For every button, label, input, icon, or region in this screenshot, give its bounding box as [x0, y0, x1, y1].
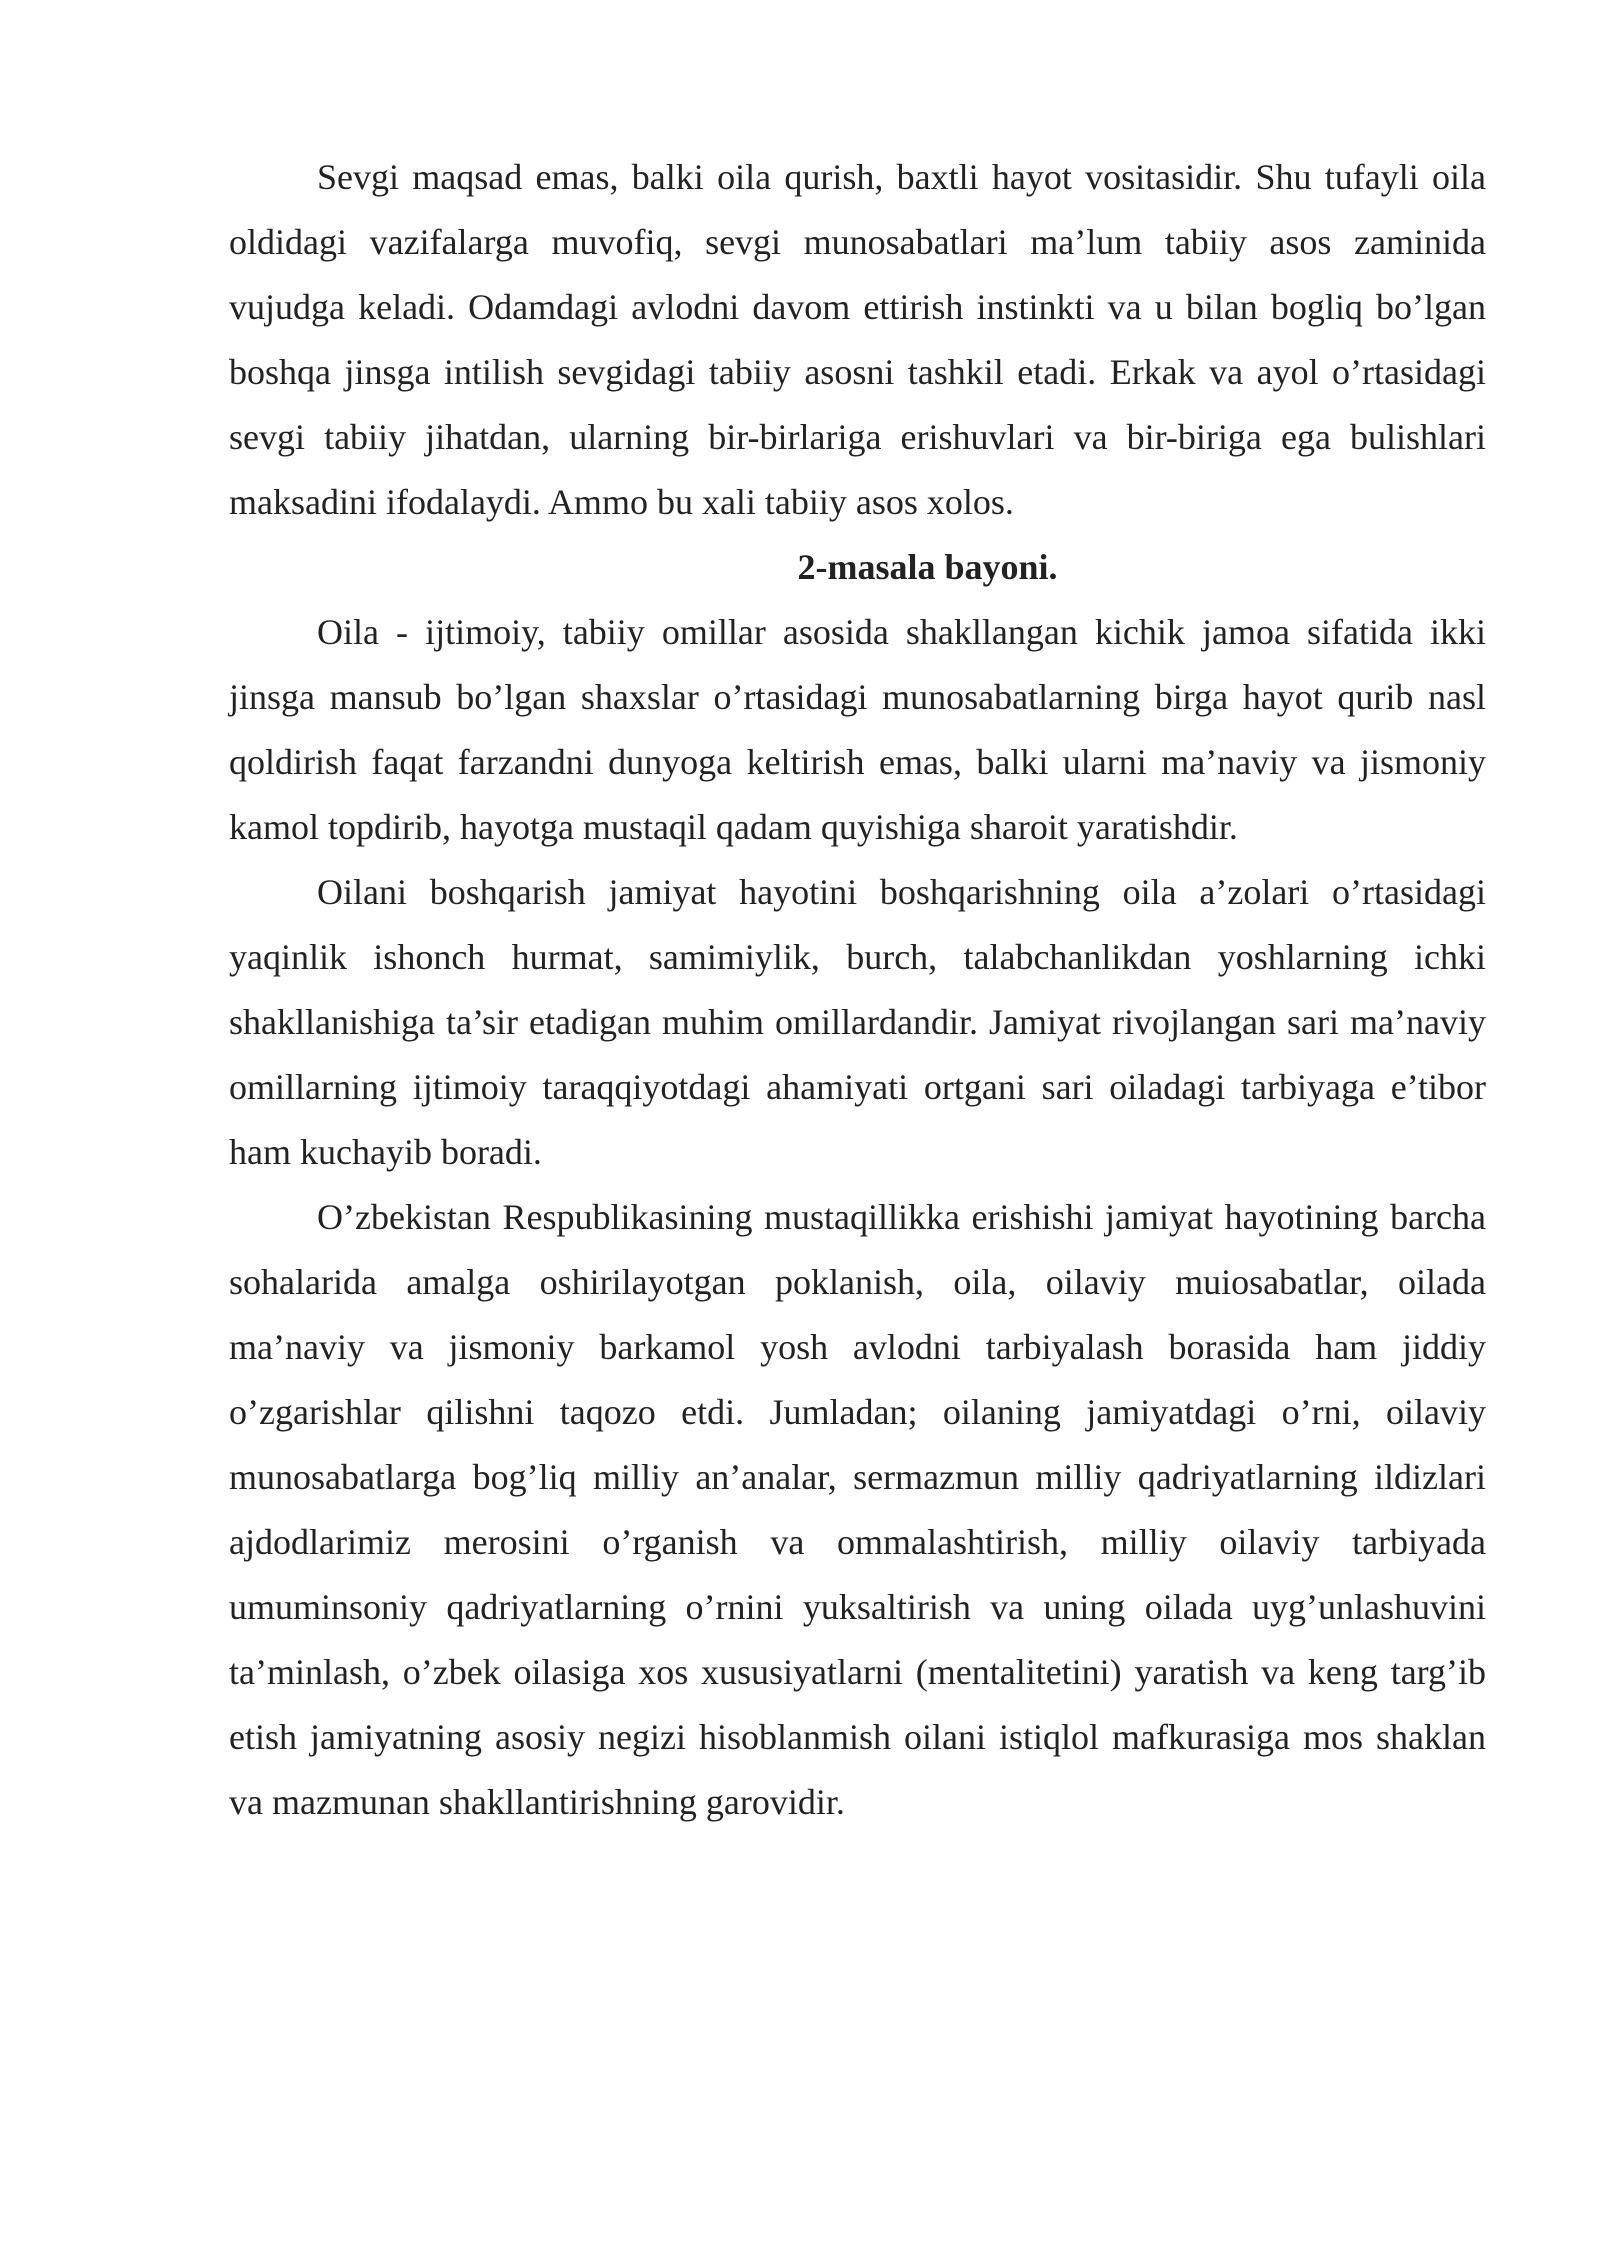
paragraph-family-definition: Oila - ijtimoiy, tabiiy omillar asosida shakllangan kichik jamoa sifatida ikki jinsga mansub bo’lgan shaxslar o’rtasidagi munosabatlarning birga hayot qurib nasl qoldirish faqat farzandni dunyoga keltirish emas, balki ularni ma’naviy va jismoniy kamol topdirib, hayotga mustaqil qadam quyishiga sharoit yaratishdir.	[229, 612, 1486, 847]
document-body	[229, 145, 1486, 1835]
paragraph-love: Sevgi maqsad emas, balki oila qurish, baxtli hayot vositasidir. Shu tufayli oila oldidagi vazifalarga muvofiq, sevgi munosabatlari ma’lum tabiiy asos zaminida vujudga keladi. Odamdagi avlodni davom ettirish instinkti va u bilan bogliq bo’lgan boshqa jinsga intilish sevgidagi tabiiy asosni tashkil etadi. Erkak va ayol o’rtasidagi sevgi tabiiy jihatdan, ularning bir-birlariga erishuvlari va bir-biriga ega bulishlari maksadini ifodalaydi. Ammo bu xali tabiiy asos xolos.	[229, 157, 1486, 522]
paragraph-family-management: Oilani boshqarish jamiyat hayotini boshqarishning oila a’zolari o’rtasidagi yaqinlik ishonch hurmat, samimiylik, burch, talabchanlikdan yoshlarning ichki shakllanishiga ta’sir etadigan muhim omillardandir. Jamiyat rivojlangan sari ma’naviy omillarning ijtimoiy taraqqiyotdagi ahamiyati ortgani sari oiladagi tarbiyaga e’tibor ham kuchayib boradi.	[229, 872, 1486, 1172]
section-heading: 2-masala bayoni.	[797, 547, 1058, 587]
paragraph-independence: O’zbekistan Respublikasining mustaqillikka erishishi jamiyat hayotining barcha sohalarida amalga oshirilayotgan poklanish, oila, oilaviy muiosabatlar, oilada ma’naviy va jismoniy barkamol yosh avlodni tarbiyalash borasida ham jiddiy o’zgarishlar qilishni taqozo etdi. Jumladan; oilaning jamiyatdagi o’rni, oilaviy munosabatlarga bog’liq milliy an’analar, sermazmun milliy qadriyatlarning ildizlari ajdodlarimiz merosini o’rganish va ommalashtirish, milliy oilaviy tarbiyada umuminsoniy qadriyatlarning o’rnini yuksaltirish va uning oilada uyg’unlashuvini ta’minlash, o’zbek oilasiga xos xususiyatlarni (mentalitetini) yaratish va keng targ’ib etish jamiyatning asosiy negizi hisoblanmish oilani istiqlol mafkurasiga mos shaklan va mazmunan shakllantirishning garovidir.	[229, 1197, 1486, 1822]
